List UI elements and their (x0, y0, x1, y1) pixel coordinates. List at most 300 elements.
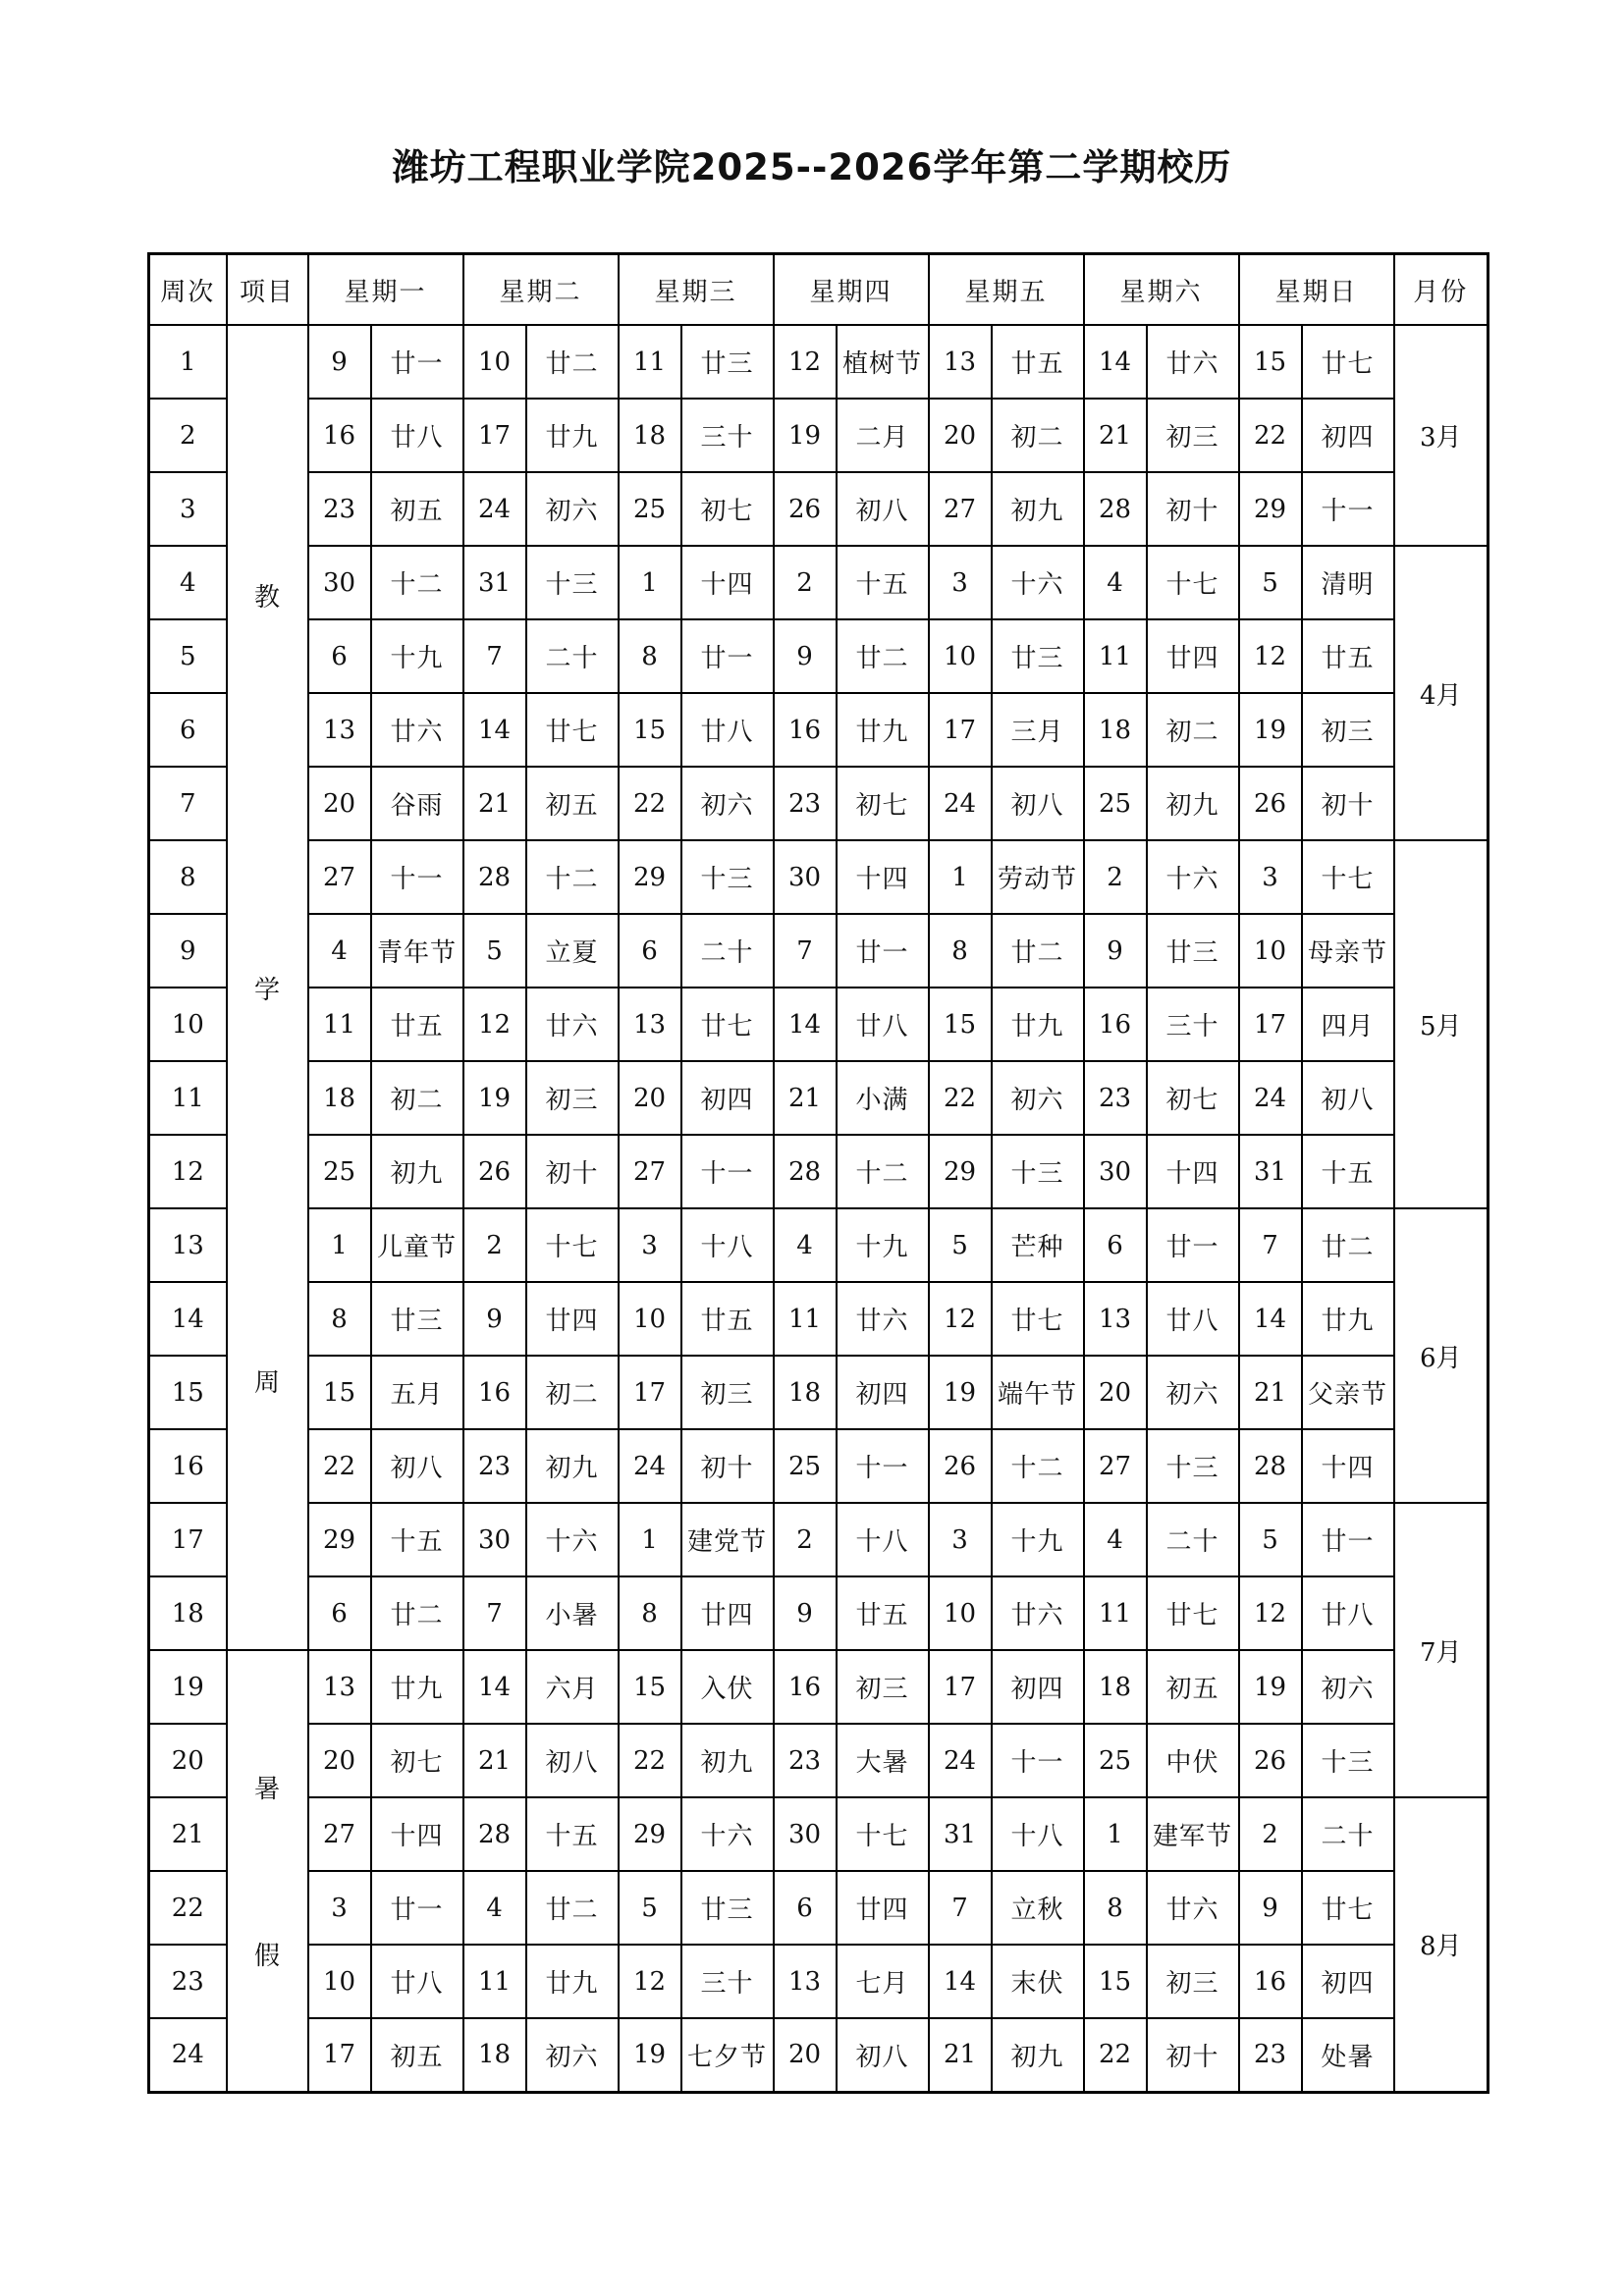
date-cell: 30 (774, 840, 837, 914)
lunar-cell: 初三 (1147, 1945, 1239, 2018)
lunar-cell: 廿六 (1147, 325, 1239, 399)
date-cell: 18 (308, 1061, 371, 1135)
date-cell: 22 (619, 1724, 681, 1797)
lunar-cell: 十九 (371, 619, 463, 693)
lunar-cell: 廿九 (526, 399, 619, 472)
date-cell: 8 (308, 1282, 371, 1356)
header-monday: 星期一 (308, 254, 463, 326)
lunar-cell: 十四 (681, 546, 774, 619)
date-cell: 3 (308, 1871, 371, 1945)
lunar-cell: 廿七 (681, 988, 774, 1061)
lunar-cell: 廿九 (992, 988, 1084, 1061)
date-cell: 2 (1239, 1797, 1302, 1871)
date-cell: 20 (308, 767, 371, 840)
week-row (149, 1061, 1489, 1135)
date-cell: 4 (308, 914, 371, 988)
lunar-cell: 初七 (837, 767, 929, 840)
week-row (149, 1282, 1489, 1356)
lunar-cell: 十八 (681, 1208, 774, 1282)
lunar-cell: 建军节 (1147, 1797, 1239, 1871)
date-cell: 22 (1239, 399, 1302, 472)
week-number: 23 (149, 1945, 227, 2018)
lunar-cell: 十二 (992, 1429, 1084, 1503)
lunar-cell: 廿四 (681, 1576, 774, 1650)
lunar-cell: 廿四 (1147, 619, 1239, 693)
lunar-cell: 初九 (681, 1724, 774, 1797)
week-number: 2 (149, 399, 227, 472)
date-cell: 10 (1239, 914, 1302, 988)
week-number: 10 (149, 988, 227, 1061)
date-cell: 29 (308, 1503, 371, 1576)
date-cell: 28 (1239, 1429, 1302, 1503)
lunar-cell: 十一 (1302, 472, 1394, 546)
date-cell: 29 (929, 1135, 992, 1208)
week-row (149, 1208, 1489, 1282)
date-cell: 9 (1239, 1871, 1302, 1945)
date-cell: 18 (619, 399, 681, 472)
lunar-cell: 初九 (992, 472, 1084, 546)
date-cell: 6 (308, 619, 371, 693)
week-number: 5 (149, 619, 227, 693)
date-cell: 25 (1084, 767, 1147, 840)
lunar-cell: 廿三 (1147, 914, 1239, 988)
month-label: 6月 (1394, 1208, 1489, 1503)
lunar-cell: 十三 (681, 840, 774, 914)
date-cell: 20 (619, 1061, 681, 1135)
date-cell: 19 (774, 399, 837, 472)
lunar-cell: 初八 (1302, 1061, 1394, 1135)
date-cell: 14 (1084, 325, 1147, 399)
date-cell: 26 (774, 472, 837, 546)
date-cell: 28 (463, 1797, 526, 1871)
week-row (149, 2018, 1489, 2092)
week-number: 6 (149, 693, 227, 767)
date-cell: 11 (1084, 1576, 1147, 1650)
lunar-cell: 初七 (1147, 1061, 1239, 1135)
date-cell: 24 (929, 1724, 992, 1797)
week-row (149, 399, 1489, 472)
lunar-cell: 廿一 (371, 325, 463, 399)
lunar-cell: 廿七 (992, 1282, 1084, 1356)
lunar-cell: 十二 (837, 1135, 929, 1208)
lunar-cell: 立夏 (526, 914, 619, 988)
lunar-cell: 初二 (371, 1061, 463, 1135)
lunar-cell: 二十 (1302, 1797, 1394, 1871)
date-cell: 5 (463, 914, 526, 988)
date-cell: 24 (929, 767, 992, 840)
lunar-cell: 廿三 (371, 1282, 463, 1356)
week-number: 9 (149, 914, 227, 988)
lunar-cell: 廿八 (371, 399, 463, 472)
week-row (149, 472, 1489, 546)
date-cell: 15 (619, 693, 681, 767)
date-cell: 7 (463, 619, 526, 693)
date-cell: 13 (308, 693, 371, 767)
lunar-cell: 廿三 (681, 325, 774, 399)
date-cell: 25 (774, 1429, 837, 1503)
date-cell: 8 (929, 914, 992, 988)
week-number: 7 (149, 767, 227, 840)
date-cell: 17 (619, 1356, 681, 1429)
date-cell: 16 (774, 693, 837, 767)
date-cell: 19 (1239, 1650, 1302, 1724)
lunar-cell: 十六 (992, 546, 1084, 619)
date-cell: 27 (308, 840, 371, 914)
month-label: 5月 (1394, 840, 1489, 1208)
lunar-cell: 母亲节 (1302, 914, 1394, 988)
lunar-cell: 廿七 (526, 693, 619, 767)
lunar-cell: 初十 (681, 1429, 774, 1503)
month-label: 4月 (1394, 546, 1489, 840)
lunar-cell: 二十 (1147, 1503, 1239, 1576)
date-cell: 27 (929, 472, 992, 546)
lunar-cell: 四月 (1302, 988, 1394, 1061)
date-cell: 12 (1239, 619, 1302, 693)
lunar-cell: 劳动节 (992, 840, 1084, 914)
date-cell: 3 (619, 1208, 681, 1282)
lunar-cell: 初四 (681, 1061, 774, 1135)
week-number: 4 (149, 546, 227, 619)
lunar-cell: 廿二 (526, 325, 619, 399)
date-cell: 15 (308, 1356, 371, 1429)
date-cell: 2 (774, 546, 837, 619)
lunar-cell: 廿三 (681, 1871, 774, 1945)
lunar-cell: 初六 (681, 767, 774, 840)
term-label (227, 1650, 308, 2092)
week-row (149, 1650, 1489, 1724)
date-cell: 26 (1239, 1724, 1302, 1797)
lunar-cell: 廿八 (1147, 1282, 1239, 1356)
date-cell: 12 (929, 1282, 992, 1356)
week-number: 20 (149, 1724, 227, 1797)
date-cell: 10 (929, 1576, 992, 1650)
lunar-cell: 初三 (1147, 399, 1239, 472)
date-cell: 27 (619, 1135, 681, 1208)
date-cell: 12 (1239, 1576, 1302, 1650)
lunar-cell: 初四 (992, 1650, 1084, 1724)
week-number: 12 (149, 1135, 227, 1208)
lunar-cell: 十八 (837, 1503, 929, 1576)
lunar-cell: 十三 (1302, 1724, 1394, 1797)
lunar-cell: 廿二 (371, 1576, 463, 1650)
date-cell: 23 (308, 472, 371, 546)
header-month: 月份 (1394, 254, 1489, 326)
week-row (149, 840, 1489, 914)
header-saturday: 星期六 (1084, 254, 1239, 326)
lunar-cell: 初三 (1302, 693, 1394, 767)
week-number: 11 (149, 1061, 227, 1135)
week-row (149, 325, 1489, 399)
lunar-cell: 廿六 (837, 1282, 929, 1356)
week-number: 18 (149, 1576, 227, 1650)
lunar-cell: 初六 (1147, 1356, 1239, 1429)
lunar-cell: 廿一 (1147, 1208, 1239, 1282)
date-cell: 8 (619, 1576, 681, 1650)
lunar-cell: 植树节 (837, 325, 929, 399)
date-cell: 10 (619, 1282, 681, 1356)
lunar-cell: 初八 (837, 472, 929, 546)
lunar-cell: 廿五 (681, 1282, 774, 1356)
date-cell: 9 (308, 325, 371, 399)
date-cell: 1 (308, 1208, 371, 1282)
lunar-cell: 廿八 (837, 988, 929, 1061)
lunar-cell: 清明 (1302, 546, 1394, 619)
date-cell: 21 (1239, 1356, 1302, 1429)
date-cell: 31 (463, 546, 526, 619)
lunar-cell: 十四 (1147, 1135, 1239, 1208)
week-number: 13 (149, 1208, 227, 1282)
date-cell: 23 (1239, 2018, 1302, 2092)
lunar-cell: 初九 (992, 2018, 1084, 2092)
date-cell: 4 (1084, 1503, 1147, 1576)
lunar-cell: 廿六 (992, 1576, 1084, 1650)
lunar-cell: 十七 (837, 1797, 929, 1871)
lunar-cell: 小满 (837, 1061, 929, 1135)
lunar-cell: 初五 (371, 2018, 463, 2092)
lunar-cell: 初三 (681, 1356, 774, 1429)
date-cell: 11 (463, 1945, 526, 2018)
date-cell: 14 (463, 1650, 526, 1724)
date-cell: 18 (463, 2018, 526, 2092)
date-cell: 31 (1239, 1135, 1302, 1208)
lunar-cell: 初九 (371, 1135, 463, 1208)
date-cell: 6 (619, 914, 681, 988)
lunar-cell: 廿一 (681, 619, 774, 693)
date-cell: 5 (619, 1871, 681, 1945)
date-cell: 27 (308, 1797, 371, 1871)
lunar-cell: 初十 (1302, 767, 1394, 840)
lunar-cell: 初六 (526, 472, 619, 546)
date-cell: 5 (929, 1208, 992, 1282)
lunar-cell: 十五 (371, 1503, 463, 1576)
date-cell: 8 (619, 619, 681, 693)
week-number: 19 (149, 1650, 227, 1724)
header-item: 项目 (227, 254, 308, 326)
date-cell: 23 (1084, 1061, 1147, 1135)
date-cell: 5 (1239, 1503, 1302, 1576)
date-cell: 21 (929, 2018, 992, 2092)
date-cell: 31 (929, 1797, 992, 1871)
lunar-cell: 十一 (371, 840, 463, 914)
date-cell: 4 (774, 1208, 837, 1282)
lunar-cell: 廿八 (1302, 1576, 1394, 1650)
week-row (149, 767, 1489, 840)
lunar-cell: 初五 (1147, 1650, 1239, 1724)
header-week: 周次 (149, 254, 227, 326)
lunar-cell: 十九 (992, 1503, 1084, 1576)
lunar-cell: 十二 (526, 840, 619, 914)
term-char: 学 (253, 975, 280, 1005)
lunar-cell: 三十 (1147, 988, 1239, 1061)
date-cell: 9 (1084, 914, 1147, 988)
date-cell: 30 (463, 1503, 526, 1576)
date-cell: 18 (1084, 693, 1147, 767)
date-cell: 15 (619, 1650, 681, 1724)
week-number: 15 (149, 1356, 227, 1429)
week-row (149, 1871, 1489, 1945)
lunar-cell: 初十 (1147, 472, 1239, 546)
month-label: 7月 (1394, 1503, 1489, 1797)
date-cell: 1 (1084, 1797, 1147, 1871)
lunar-cell: 廿一 (837, 914, 929, 988)
lunar-cell: 廿四 (837, 1871, 929, 1945)
date-cell: 13 (774, 1945, 837, 2018)
lunar-cell: 十三 (526, 546, 619, 619)
term-label (227, 325, 308, 1650)
lunar-cell: 廿一 (371, 1871, 463, 1945)
week-row (149, 1576, 1489, 1650)
week-row (149, 914, 1489, 988)
date-cell: 2 (774, 1503, 837, 1576)
term-char: 教 (253, 582, 280, 613)
lunar-cell: 十九 (837, 1208, 929, 1282)
lunar-cell: 廿九 (837, 693, 929, 767)
lunar-cell: 廿九 (371, 1650, 463, 1724)
date-cell: 6 (1084, 1208, 1147, 1282)
date-cell: 26 (463, 1135, 526, 1208)
week-row (149, 1724, 1489, 1797)
date-cell: 10 (308, 1945, 371, 2018)
lunar-cell: 廿八 (371, 1945, 463, 2018)
date-cell: 25 (619, 472, 681, 546)
date-cell: 13 (929, 325, 992, 399)
date-cell: 30 (308, 546, 371, 619)
lunar-cell: 初四 (837, 1356, 929, 1429)
lunar-cell: 初四 (1302, 399, 1394, 472)
lunar-cell: 十七 (1302, 840, 1394, 914)
lunar-cell: 初八 (526, 1724, 619, 1797)
week-row (149, 1797, 1489, 1871)
date-cell: 3 (929, 546, 992, 619)
header-sunday: 星期日 (1239, 254, 1394, 326)
date-cell: 21 (1084, 399, 1147, 472)
date-cell: 19 (619, 2018, 681, 2092)
date-cell: 22 (619, 767, 681, 840)
month-label: 3月 (1394, 325, 1489, 546)
date-cell: 22 (929, 1061, 992, 1135)
lunar-cell: 廿五 (1302, 619, 1394, 693)
date-cell: 28 (774, 1135, 837, 1208)
lunar-cell: 初七 (371, 1724, 463, 1797)
date-cell: 16 (1239, 1945, 1302, 2018)
lunar-cell: 初二 (526, 1356, 619, 1429)
lunar-cell: 初五 (526, 767, 619, 840)
school-calendar-table (147, 252, 1489, 2094)
week-row (149, 1503, 1489, 1576)
date-cell: 17 (929, 693, 992, 767)
lunar-cell: 初五 (371, 472, 463, 546)
lunar-cell: 廿七 (1302, 325, 1394, 399)
lunar-cell: 十五 (1302, 1135, 1394, 1208)
term-char: 暑 (253, 1775, 280, 1805)
lunar-cell: 十一 (681, 1135, 774, 1208)
date-cell: 21 (774, 1061, 837, 1135)
date-cell: 7 (929, 1871, 992, 1945)
lunar-cell: 十三 (1147, 1429, 1239, 1503)
header-row (149, 254, 1489, 326)
date-cell: 17 (1239, 988, 1302, 1061)
date-cell: 20 (929, 399, 992, 472)
lunar-cell: 十五 (526, 1797, 619, 1871)
lunar-cell: 初六 (992, 1061, 1084, 1135)
date-cell: 30 (774, 1797, 837, 1871)
date-cell: 13 (308, 1650, 371, 1724)
lunar-cell: 二十 (526, 619, 619, 693)
lunar-cell: 处暑 (1302, 2018, 1394, 2092)
date-cell: 25 (1084, 1724, 1147, 1797)
date-cell: 4 (463, 1871, 526, 1945)
lunar-cell: 十三 (992, 1135, 1084, 1208)
lunar-cell: 初六 (1302, 1650, 1394, 1724)
date-cell: 3 (929, 1503, 992, 1576)
lunar-cell: 大暑 (837, 1724, 929, 1797)
date-cell: 14 (774, 988, 837, 1061)
header-thursday: 星期四 (774, 254, 929, 326)
date-cell: 16 (1084, 988, 1147, 1061)
lunar-cell: 末伏 (992, 1945, 1084, 2018)
date-cell: 12 (774, 325, 837, 399)
date-cell: 12 (463, 988, 526, 1061)
lunar-cell: 廿六 (1147, 1871, 1239, 1945)
lunar-cell: 廿六 (371, 693, 463, 767)
lunar-cell: 初七 (681, 472, 774, 546)
week-number: 24 (149, 2018, 227, 2092)
date-cell: 10 (929, 619, 992, 693)
lunar-cell: 十一 (837, 1429, 929, 1503)
date-cell: 27 (1084, 1429, 1147, 1503)
date-cell: 22 (1084, 2018, 1147, 2092)
week-number: 16 (149, 1429, 227, 1503)
lunar-cell: 初九 (526, 1429, 619, 1503)
lunar-cell: 七月 (837, 1945, 929, 2018)
lunar-cell: 初八 (371, 1429, 463, 1503)
date-cell: 19 (929, 1356, 992, 1429)
week-number: 3 (149, 472, 227, 546)
date-cell: 21 (463, 767, 526, 840)
date-cell: 29 (619, 1797, 681, 1871)
lunar-cell: 廿九 (526, 1945, 619, 2018)
date-cell: 16 (463, 1356, 526, 1429)
lunar-cell: 廿三 (992, 619, 1084, 693)
term-char: 周 (253, 1367, 280, 1398)
date-cell: 18 (774, 1356, 837, 1429)
date-cell: 29 (619, 840, 681, 914)
date-cell: 28 (463, 840, 526, 914)
lunar-cell: 二月 (837, 399, 929, 472)
header-tuesday: 星期二 (463, 254, 619, 326)
header-wednesday: 星期三 (619, 254, 774, 326)
date-cell: 25 (308, 1135, 371, 1208)
date-cell: 4 (1084, 546, 1147, 619)
lunar-cell: 初三 (837, 1650, 929, 1724)
date-cell: 1 (929, 840, 992, 914)
date-cell: 2 (1084, 840, 1147, 914)
lunar-cell: 儿童节 (371, 1208, 463, 1282)
date-cell: 11 (308, 988, 371, 1061)
date-cell: 15 (1084, 1945, 1147, 2018)
date-cell: 20 (1084, 1356, 1147, 1429)
date-cell: 11 (1084, 619, 1147, 693)
lunar-cell: 十八 (992, 1797, 1084, 1871)
week-row (149, 693, 1489, 767)
lunar-cell: 初十 (526, 1135, 619, 1208)
lunar-cell: 十四 (371, 1797, 463, 1871)
date-cell: 14 (463, 693, 526, 767)
lunar-cell: 廿九 (1302, 1282, 1394, 1356)
date-cell: 9 (463, 1282, 526, 1356)
date-cell: 24 (463, 472, 526, 546)
date-cell: 9 (774, 1576, 837, 1650)
